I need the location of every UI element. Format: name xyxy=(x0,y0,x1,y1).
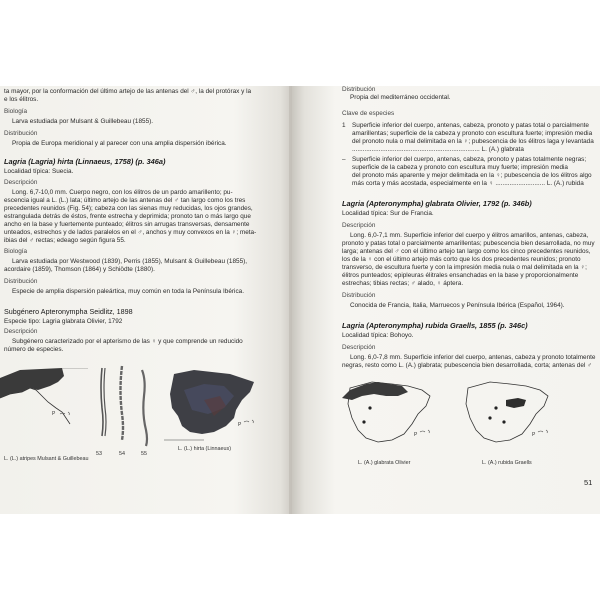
map-caption-text: L. (L.) atripes Mulsant & Guillebeau xyxy=(4,456,89,462)
text-line: Larva estudiada por Mulsant & Guillebeau (1855). xyxy=(12,118,154,125)
distribution-area xyxy=(506,398,526,408)
figure-label: 55 xyxy=(141,451,147,457)
section-heading: Distribución xyxy=(342,86,376,93)
text-line: élitros punteados; epipleuras élitrales ensanchadas en la base y proporcionalmente xyxy=(342,272,579,279)
species-heading: Lagria (Apteronympha) rubida Graells, 1855 (p. 346c) xyxy=(342,321,528,330)
text-line: estrechas; tibias rectas; ♂ alado, ♀ áptera. xyxy=(342,280,464,287)
text-line: ancho en la base y fuertemente punteado; élitros sin arrugas transversas, densamente xyxy=(4,221,250,228)
section-heading: Clave de especies xyxy=(342,110,395,117)
figure-label: 53 xyxy=(96,451,102,457)
text-line: estrangulada detrás de éstos, frente estrecha y deprimida; pronoto tan o más largo que xyxy=(4,213,251,220)
map-caption-text: L. (A.) rubida Graells xyxy=(482,460,532,466)
map-caption-text: L. (L.) hirta (Linnaeus) xyxy=(178,446,232,452)
section-heading: Distribución xyxy=(4,130,38,137)
right-page xyxy=(292,86,600,514)
text-line: Especie de amplia dispersión paleártica, muy común en toda la Península Ibérica. xyxy=(12,288,244,295)
text-line: superficie de la cabeza y pronoto con escultura muy fuerte; impresión media xyxy=(352,164,568,171)
text-line: número de especies. xyxy=(4,346,64,353)
text-line: ........................................................................ L. (A.) glabrata xyxy=(352,146,524,153)
text-line: transverso, de escultura fuerte y con la impresión media nula o mal delimitada en la ♀; xyxy=(342,264,587,271)
book-spread xyxy=(0,86,600,514)
text-line: Long. 6,7-10,0 mm. Cuerpo negro, con los élitros de un pardo amarillento; pu- xyxy=(12,189,233,196)
map-caption xyxy=(482,460,532,466)
figure-label: 54 xyxy=(119,451,125,457)
section-heading: Biología xyxy=(4,248,28,255)
text-line: e los élitros. xyxy=(4,96,39,103)
page-number: 51 xyxy=(584,478,593,487)
text-line: pronoto y patas total o parcialmente amarillentas; pubescencia bien desarrollada, no muy xyxy=(342,240,595,247)
text-line: Localidad típica: Suecia. xyxy=(4,168,74,175)
text-line: Propia de Europa meridional y al parecer con una amplia dispersión ibérica. xyxy=(12,140,227,147)
text-line: Superficie inferior del cuerpo, antenas, cabeza, pronoto y patas total o parcialmente xyxy=(352,122,589,129)
subgenus-heading: Subgénero Apteronympha Seidlitz, 1898 xyxy=(4,307,133,316)
text-line: Long. 6,0-7,1 mm. Superficie inferior del cuerpo y élitros amarillos, antenas, cabeza, xyxy=(350,232,589,239)
key-number: 1 xyxy=(342,122,346,129)
distribution-map-glabrata xyxy=(342,378,438,450)
section-heading: Distribución xyxy=(4,278,38,285)
map-caption xyxy=(178,446,231,452)
map-caption xyxy=(358,460,410,466)
left-page xyxy=(0,86,292,514)
text-line: del pronoto más aparente y mejor delimitada en la ♀; pubescencia de los élitros algo xyxy=(352,172,592,179)
distribution-map-hirta xyxy=(164,370,260,442)
text-line: amarillentas; superficie de la cabeza y pronoto con escultura fuerte; impresión media xyxy=(352,130,593,137)
text-line: Propia del mediterráneo occidental. xyxy=(350,94,451,101)
text-line: Especie tipo: Lagria glabrata Olivier, 1792 xyxy=(4,318,123,325)
text-line: unteados, estrechos y de lados paralelos en el ♂, anchos y muy convexos en la ♀; meta- xyxy=(4,229,257,236)
svg-text:P: P xyxy=(532,432,536,438)
text-line: ta mayor, por la conformación del último artejo de las antenas del ♂, la del protórax y la xyxy=(4,88,252,95)
distribution-map-atripes xyxy=(0,368,92,438)
section-heading: Descripción xyxy=(4,328,38,335)
text-line: precedentes reunidos (Fig. 54); cabeza con las sienas muy reducidas, los ojos grandes, xyxy=(4,205,253,212)
text-line: Larva estudiada por Westwood (1839), Perris (1855), Mulsant & Guillebeau (1855), xyxy=(12,258,248,265)
figure-antenna-aedeagus xyxy=(94,364,158,454)
section-heading: Biología xyxy=(4,108,28,115)
text-line: Subgénero caracterizado por el apterismo de las ♀ y que comprende un reducido xyxy=(12,338,243,345)
text-line: Localidad típica: Sur de Francia. xyxy=(342,210,434,217)
svg-text:P: P xyxy=(238,422,242,428)
text-line: más corta y más acostada, especialmente en la ♀ ............................ L. (A.) rubida xyxy=(352,180,584,187)
text-line: Localidad típica: Bohoyo. xyxy=(342,332,414,339)
distribution-map-rubida xyxy=(460,378,556,450)
text-line: Long. 6,0-7,8 mm. Superficie inferior del cuerpo, antenas, cabeza y pronoto totalmente xyxy=(350,354,596,361)
section-heading: Descripción xyxy=(342,344,376,351)
text-line: larga; antenas del ♂ con el último artejo tan largo como los cinco precedentes reunidos, xyxy=(342,248,591,255)
text-line: ibias del ♂ rectas; edeago según figura 55. xyxy=(4,237,126,244)
text-line: acordaire (1859), Thomson (1864) y Schiödte (1880). xyxy=(4,266,155,273)
species-heading: Lagria (Lagria) hirta (Linnaeus, 1758) (p. 346a) xyxy=(4,157,166,166)
map-caption xyxy=(4,456,89,462)
section-heading: Descripción xyxy=(342,222,376,229)
text-line: Superficie inferior del cuerpo, antenas, cabeza, pronoto y patas totalmente negras; xyxy=(352,156,587,163)
species-heading: Lagria (Apteronympha) glabrata Olivier, 1792 (p. 346b) xyxy=(342,199,532,208)
section-heading: Descripción xyxy=(4,179,38,186)
text-line: negras, resto como L. (A.) glabrata; pubescencia bien desarrollada, corta; antenas del ♂ xyxy=(342,362,592,369)
text-line: del pronoto nula o mal delimitada en la ♀; pubescencia de los élitros laga y levantada xyxy=(352,138,594,145)
text-line: los de la ♀ con el último artejo más corto que los dos precedentes reunidos; pronoto xyxy=(342,256,581,263)
key-number: – xyxy=(342,156,346,163)
section-heading: Distribución xyxy=(342,292,376,299)
text-line: escencia igual a L. (L.) lata; último artejo de las antenas del ♂ tan largo como los tres xyxy=(4,197,246,204)
map-caption-text: L. (A.) glabrata Olivier xyxy=(358,460,411,466)
distribution-area xyxy=(0,368,64,398)
text-line: Conocida de Francia, Italia, Marruecos y Península Ibérica (Español, 1964). xyxy=(350,302,565,309)
svg-text:P: P xyxy=(414,432,418,438)
svg-text:P: P xyxy=(52,411,56,417)
